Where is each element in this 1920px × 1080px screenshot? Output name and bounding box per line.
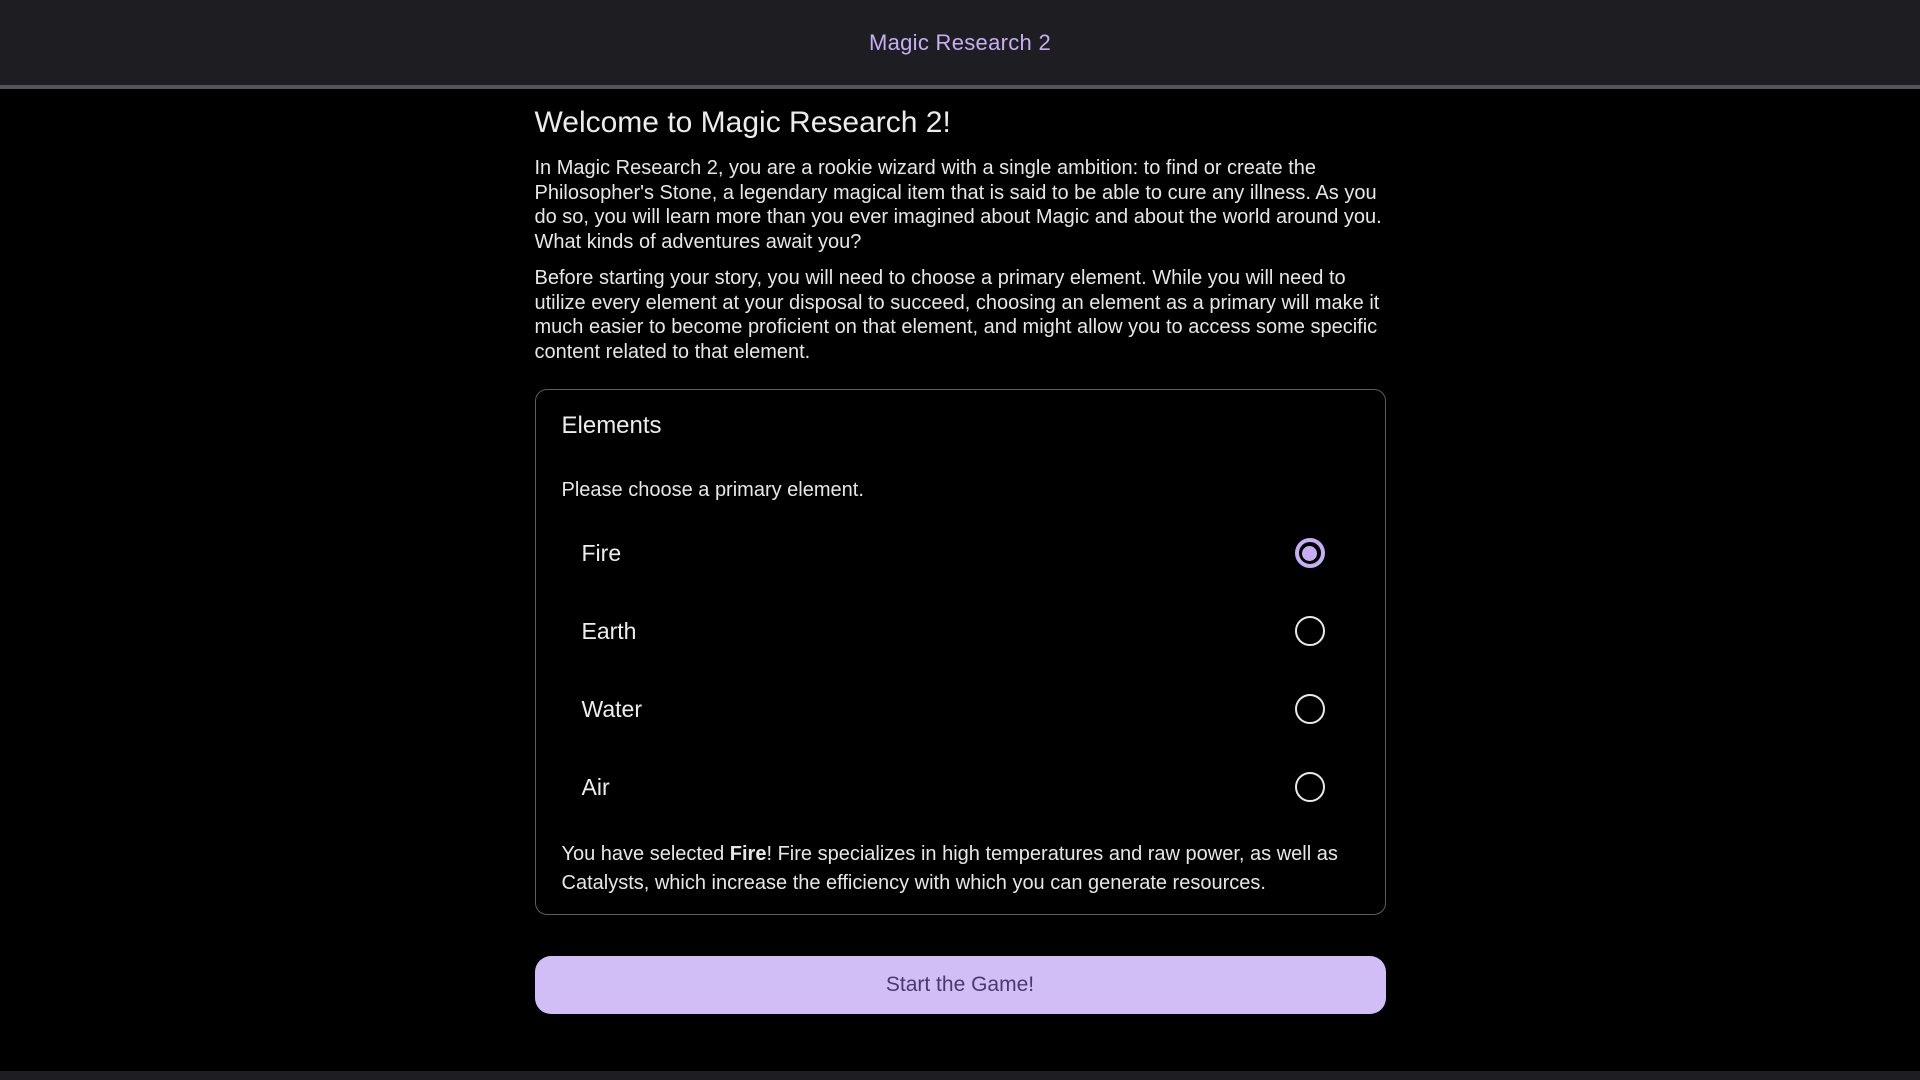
element-option-air-radio[interactable] xyxy=(1295,772,1325,802)
selection-description-prefix: You have selected xyxy=(561,843,730,865)
element-option-water-label: Water xyxy=(581,695,642,722)
app-header xyxy=(0,0,1920,89)
main-content xyxy=(535,89,1386,1014)
elements-panel xyxy=(535,389,1386,915)
element-prompt: Please choose a primary element. xyxy=(561,479,864,501)
page-title: Welcome to Magic Research 2! xyxy=(534,106,951,139)
element-option-fire[interactable] xyxy=(562,514,1359,592)
element-option-fire-radio[interactable] xyxy=(1295,538,1325,568)
selection-description xyxy=(562,840,1359,898)
element-option-fire-label: Fire xyxy=(581,539,622,566)
bottom-bar xyxy=(0,1071,1920,1080)
selection-description-suffix: ! Fire specializes in high temperatures and raw power, as well as Catalysts, which increase the efficiency with which you can generate resources. xyxy=(561,843,1338,894)
element-option-water-radio[interactable] xyxy=(1295,694,1325,724)
element-option-earth-radio[interactable] xyxy=(1295,616,1325,646)
element-option-air-label: Air xyxy=(581,773,610,800)
element-option-earth[interactable] xyxy=(562,592,1359,670)
selection-description-element: Fire xyxy=(729,843,767,865)
start-game-button-label: Start the Game! xyxy=(885,973,1035,996)
element-option-earth-label: Earth xyxy=(581,617,637,644)
element-option-water[interactable] xyxy=(562,670,1359,748)
intro-paragraph-2: Before starting your story, you will need to choose a primary element. While you will need to utilize every element at your disposal to succeed, choosing an element as a primary will make it much easier to become proficient on that element, and might allow you to access some specific content related to that element. xyxy=(534,267,1380,363)
intro-paragraph-1: In Magic Research 2, you are a rookie wizard with a single ambition: to find or create the Philosopher's Stone, a legendary magical item that is said to be able to cure any illness. As you do so, you will learn more than you ever imagined about Magic and about the world around you. What kinds of adventures await you? xyxy=(534,157,1382,253)
app-title: Magic Research 2 xyxy=(868,29,1052,55)
elements-panel-title: Elements xyxy=(561,412,662,439)
element-option-air[interactable] xyxy=(562,748,1359,826)
element-options xyxy=(562,514,1359,826)
start-game-button[interactable] xyxy=(535,956,1386,1014)
